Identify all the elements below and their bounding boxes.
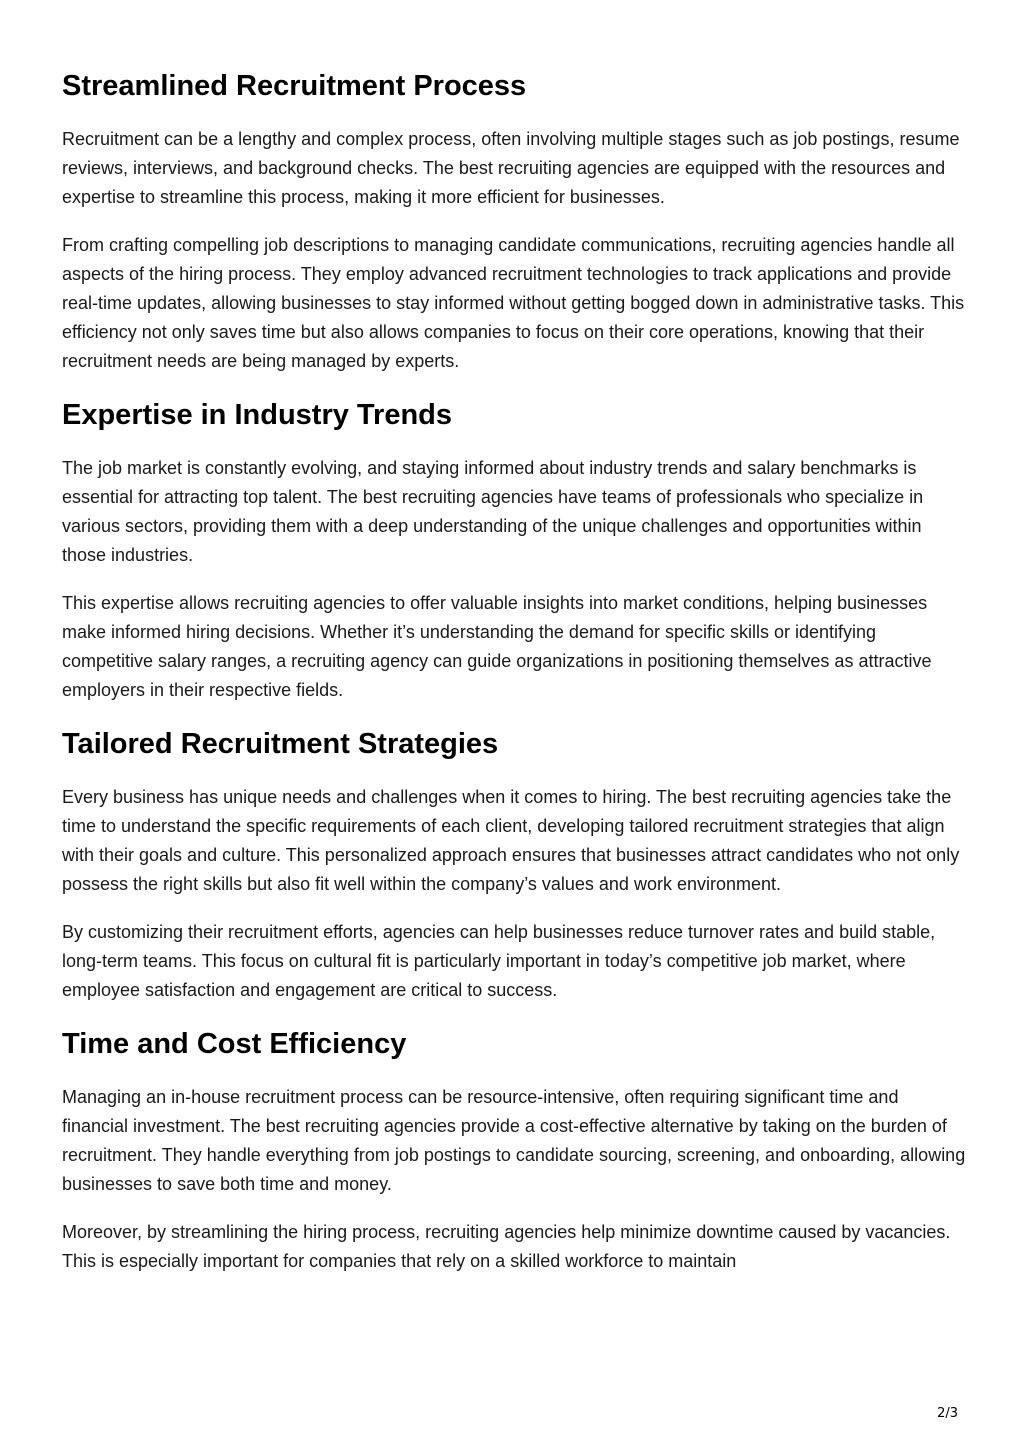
- body-paragraph: This expertise allows recruiting agencies to offer valuable insights into market conditions, helping businesses make informed hiring decisions. Whether it’s understanding the demand for specific skills or identifying competitive salary ranges, a recruiting agency can guide organizations in positioning themselves as attractive employers in their respective fields.: [62, 593, 932, 700]
- document-page: [62, 66, 967, 1295]
- body-paragraph: Recruitment can be a lengthy and complex process, often involving multiple stages such as job postings, resume reviews, interviews, and background checks. The best recruiting agencies are equipped with the resources and expertise to streamline this process, making it more efficient for businesses.: [62, 129, 960, 207]
- section-tailored-strategies: [62, 724, 967, 1005]
- body-paragraph: From crafting compelling job descriptions to managing candidate communications, recruiting agencies handle all aspects of the hiring process. They employ advanced recruitment technologies to track applications and provide real-time updates, allowing businesses to stay informed without getting bogged down in administrative tasks. This efficiency not only saves time but also allows companies to focus on their core operations, knowing that their recruitment needs are being managed by experts.: [62, 235, 965, 371]
- body-paragraph: Managing an in-house recruitment process can be resource-intensive, often requiring significant time and financial investment. The best recruiting agencies provide a cost-effective alternative by taking on the burden of recruitment. They handle everything from job postings to candidate sourcing, screening, and onboarding, allowing businesses to save both time and money.: [62, 1087, 966, 1194]
- body-paragraph: Moreover, by streamlining the hiring process, recruiting agencies help minimize downtime caused by vacancies. This is especially important for companies that rely on a skilled workforce to maintain: [62, 1222, 951, 1271]
- section-heading: Time and Cost Efficiency: [62, 1028, 407, 1060]
- section-heading: Tailored Recruitment Strategies: [62, 728, 499, 760]
- body-paragraph: The job market is constantly evolving, and staying informed about industry trends and salary benchmarks is essential for attracting top talent. The best recruiting agencies have teams of professionals who specialize in various sectors, providing them with a deep understanding of the unique challenges and opportunities within those industries.: [62, 458, 924, 565]
- page-number: 2/3: [937, 1406, 958, 1421]
- section-industry-trends: [62, 395, 967, 705]
- section-heading: Streamlined Recruitment Process: [62, 70, 527, 102]
- section-heading: Expertise in Industry Trends: [62, 399, 452, 431]
- body-paragraph: By customizing their recruitment efforts, agencies can help businesses reduce turnover rates and build stable, long-term teams. This focus on cultural fit is particularly important in today’s competitive job market, where employee satisfaction and engagement are critical to success.: [62, 922, 936, 1000]
- body-paragraph: Every business has unique needs and challenges when it comes to hiring. The best recruiting agencies take the time to understand the specific requirements of each client, developing tailored recruitment strategies that align with their goals and culture. This personalized approach ensures that businesses attract candidates who not only possess the right skills but also fit well within the company’s values and work environment.: [62, 787, 960, 894]
- section-streamlined-recruitment: [62, 66, 967, 376]
- section-time-cost-efficiency: [62, 1024, 967, 1276]
